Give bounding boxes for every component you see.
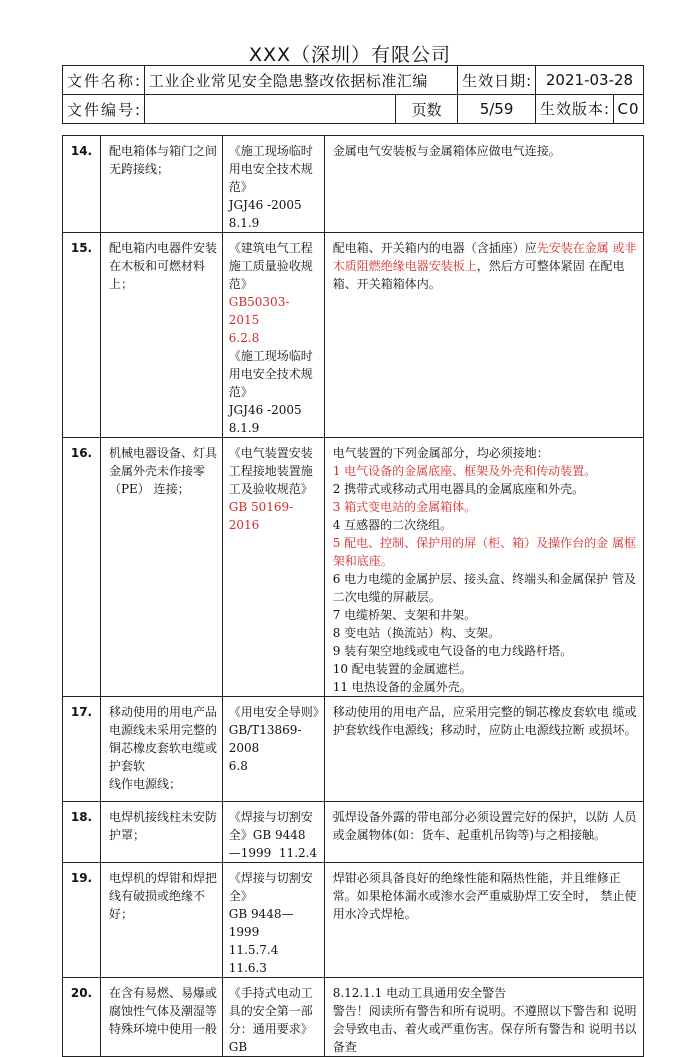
company-title: XXX（深圳）有限公司 [248,44,452,66]
requirement-paragraph [333,444,637,462]
requirement-paragraph [333,462,637,480]
requirement-segment: 5 配电、控制、保护用的屏（柜、箱）及操作台的金 属框架和底座。 [332,536,636,568]
requirement-segment: 配电箱、开关箱内的电器（含插座）应 [332,241,537,255]
standard-reference [222,438,324,697]
standard-line: GB/T13869-2008 [228,723,302,755]
standard-reference [222,802,324,863]
version-value: C0 [617,100,640,118]
row-number: 15. [63,233,101,438]
requirement-segment: 6 电力电缆的金属护层、接头盒、终端头和金属保护 管及二次电缆的屏蔽层。 [332,572,636,604]
requirement-text [324,802,643,863]
version-cell [535,95,643,124]
page-value: 5/59 [458,95,536,124]
requirement-segment: 2 携带式或移动式用电器具的金属底座和外壳。 [332,482,585,496]
standard-line: 《建筑电气工程施工质量验收规范》 [228,241,313,291]
standard-line: 6.2.8 [228,331,260,345]
hazard-text: 配电箱内电器件安装在木板和可燃材料上； [108,241,217,291]
doc-no-value [144,95,395,124]
requirement-segment: 警告！阅读所有警告和所有说明。不遵照以下警告和 说明会导致电击、着火或严重伤害。保存所有警告和 说明书以备查 [332,1004,637,1054]
requirement-segment: 先安装在金属 或非木质阻燃绝缘电器安装板上 [332,241,637,273]
row-number: 18. [63,802,101,863]
standard-reference [222,978,324,1057]
page-label: 页数 [396,95,458,124]
requirement-text [324,136,643,233]
requirement-paragraph [333,498,637,516]
standard-reference [222,863,324,978]
hazard-standards-table [62,135,644,1057]
requirement-segment: 弧焊设备外露的带电部分必须设置完好的保护，以防 人员或金属物体(如：货车、起重机吊钩等)与之相接触。 [332,810,637,842]
requirement-paragraph [333,142,637,160]
requirement-paragraph [333,660,637,678]
hazard-description [100,136,222,233]
requirement-segment: 4 互感器的二次绕组。 [332,518,453,532]
requirement-segment: 7 电缆桥架、支架和井架。 [332,608,477,622]
standard-line: 《手持式电动工具的安全第一部分：通用要求》GB [228,986,313,1054]
requirement-paragraph [333,869,637,923]
standard-line: 《焊接与切割安全》 [228,871,313,903]
requirement-text [324,438,643,697]
standard-line: JGJ46 -2005 [228,198,302,212]
requirement-segment: 11 电热设备的金属外壳。 [332,680,472,694]
standard-reference [222,233,324,438]
hazard-text: 移动使用的用电产品电源线未采用完整的铜芯橡皮套软电缆或护套软 [108,705,217,773]
requirement-segment: 3 箱式变电站的金属箱体。 [332,500,477,514]
standard-line: 《电气装置安装工程接地装置施工及验收规范》 [228,446,313,496]
requirement-segment: 金属电气安装板与金属箱体应做电气连接。 [332,144,561,158]
requirement-segment: 移动使用的用电产品，应采用完整的铜芯橡皮套软电 缆或护套软线作电源线；移动时，应防止电源线拉断 或损坏。 [332,705,637,737]
standard-reference [222,697,324,802]
standard-line: GB 50169-2016 [228,500,294,532]
row-number: 14. [63,136,101,233]
table-row [63,438,644,697]
hazard-text: 线作电源线； [108,777,181,791]
hazard-description [100,978,222,1057]
requirement-paragraph [333,480,637,498]
doc-name-value: 工业企业常见安全隐患整改依据标准汇编 [144,66,457,95]
standard-line: JGJ46 -2005 [228,403,302,417]
standard-line: 《施工现场临时用电安全技术规范》 [228,349,313,399]
requirement-paragraph [333,239,637,293]
standard-reference [222,136,324,233]
standard-line: 《施工现场临时用电安全技术规范》 [228,144,313,194]
requirement-segment: 9 装有架空地线或电气设备的电力线路杆塔。 [332,644,573,658]
requirement-paragraph [333,642,637,660]
standard-line: 6.8 [228,759,248,773]
requirement-text [324,233,643,438]
table-row [63,233,644,438]
hazard-description [100,802,222,863]
doc-name-label: 文件名称: [63,66,145,95]
requirement-paragraph [333,808,637,844]
row-number: 19. [63,863,101,978]
hazard-text: 电焊机的焊钳和焊把线有破损或绝缘不好； [108,871,217,921]
row-number: 17. [63,697,101,802]
requirement-paragraph [333,678,637,696]
requirement-paragraph [333,516,637,534]
standard-line: GB 9448—1999 [228,907,294,939]
requirement-segment: 焊钳必须具备良好的绝缘性能和隔热性能，并且维修正常。如果枪体漏水或渗水会严重威胁焊工安全时， 禁止使用水冷式焊枪。 [332,871,637,921]
hazard-description [100,233,222,438]
requirement-paragraph [333,606,637,624]
document-header-table [62,65,644,124]
requirement-segment: 1 电气设备的金属底座、框架及外壳和传动装置。 [332,464,597,478]
standard-line: 《焊接与切割安全》GB 9448 [228,810,313,842]
requirement-segment: 8.12.1.1 电动工具通用安全警告 [332,986,507,1000]
requirement-paragraph [333,534,637,570]
table-row [63,802,644,863]
requirement-text [324,697,643,802]
effective-date-value: 2021-03-28 [535,66,643,95]
standard-line: 11.5.7.4 11.6.3 [228,943,287,975]
requirement-segment: ，然后方可整体紧固 在配电箱、开关箱箱体内。 [332,259,625,291]
table-row [63,978,644,1057]
hazard-text: 电焊机接线柱未安防护罩； [108,810,217,842]
hazard-description [100,697,222,802]
requirement-paragraph [333,570,637,606]
table-row [63,136,644,233]
hazard-text: 配电箱体与箱门之间无跨接线； [108,144,217,176]
hazard-description [100,438,222,697]
standard-line: 8.1.9 [228,216,260,230]
table-row [63,863,644,978]
requirement-paragraph [333,984,637,1002]
hazard-text: 在含有易燃、易爆或腐蚀性气体及潮湿等特殊环境中使用一般 [108,986,217,1036]
row-number: 20. [63,978,101,1057]
requirement-text [324,978,643,1057]
requirement-paragraph [333,703,637,739]
requirement-paragraph [333,1002,637,1056]
standard-line: —1999 11.2.4 [228,846,318,860]
hazard-description [100,863,222,978]
doc-no-label: 文件编号: [63,95,145,124]
standard-line: 8.1.9 [228,421,260,435]
standard-line: 《用电安全导则》 [228,705,325,719]
requirement-segment: 10 配电装置的金属遮栏。 [332,662,472,676]
requirement-text [324,863,643,978]
effective-date-label: 生效日期: [458,66,536,95]
requirement-paragraph [333,624,637,642]
table-row [63,697,644,802]
standard-line: GB50303-2015 [228,295,290,327]
requirement-segment: 电气装置的下列金属部分，均必须接地： [332,446,549,460]
hazard-text: 机械电器设备、灯具金属外壳未作接零（PE） 连接； [108,446,217,496]
row-number: 16. [63,438,101,697]
version-label: 生效版本: [536,95,614,123]
requirement-segment: 8 变电站（换流站）构、支架。 [332,626,501,640]
